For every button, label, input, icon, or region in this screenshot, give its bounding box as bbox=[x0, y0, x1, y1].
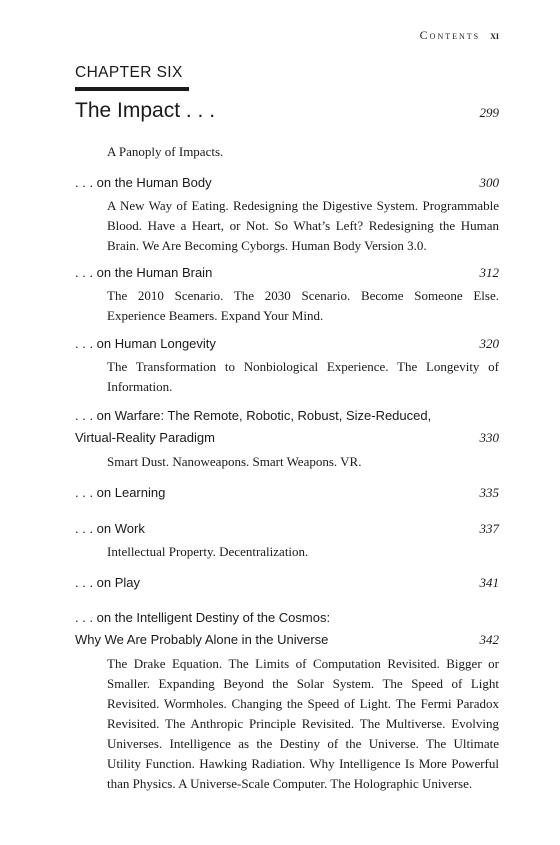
entry-description: The Drake Equation. The Limits of Computation Revisited. Bigger or Smaller. Expanding Beyond the Solar System. The Speed of Light Revisited. Wormholes. Changing the Speed of Light. The Fermi Paradox Revisited. The Anthropic Principle Revisited. The Multiverse. Evolving Universes. Intelligence as the Destiny of the Universe. The Ultimate Utility Function. Hawking Radiation. Why Intelligence Is More Powerful than Physics. A Universe-Scale Computer. The Holographic Universe. bbox=[107, 656, 499, 791]
toc-entry-human-longevity[interactable] bbox=[75, 336, 499, 352]
toc-entry-learning[interactable] bbox=[75, 485, 499, 501]
entry-page-number: 335 bbox=[479, 485, 499, 500]
entry-heading-line1: . . . on the Intelligent Destiny of the Cosmos: bbox=[75, 610, 331, 625]
entry-page-number: 300 bbox=[479, 175, 499, 190]
toc-entry-cosmos-line1[interactable] bbox=[75, 610, 499, 625]
chapter-label: CHAPTER SIX bbox=[75, 64, 183, 81]
running-head bbox=[420, 28, 499, 43]
entry-page-number: 342 bbox=[479, 632, 499, 647]
entry-heading: Virtual-Reality Paradigm bbox=[75, 430, 215, 445]
chapter-rule bbox=[75, 87, 189, 91]
entry-heading-line1: . . . on Warfare: The Remote, Robotic, Robust, Size-Reduced, bbox=[75, 408, 432, 423]
chapter-page-number: 299 bbox=[479, 105, 499, 120]
chapter-title: The Impact . . . bbox=[75, 99, 216, 122]
toc-entry-warfare-line1[interactable] bbox=[75, 408, 499, 423]
entry-page-number: 312 bbox=[479, 265, 499, 280]
entry-heading: . . . on Human Longevity bbox=[75, 336, 216, 351]
entry-description: Smart Dust. Nanoweapons. Smart Weapons. VR. bbox=[107, 454, 362, 469]
toc-entry-warfare[interactable] bbox=[75, 430, 499, 446]
toc-entry-cosmos[interactable] bbox=[75, 632, 499, 648]
entry-heading: . . . on the Human Body bbox=[75, 175, 212, 190]
entry-heading: Why We Are Probably Alone in the Universe bbox=[75, 632, 329, 647]
running-head-label: Contents bbox=[419, 28, 481, 42]
entry-heading: . . . on Play bbox=[75, 575, 141, 590]
toc-entry-play[interactable] bbox=[75, 575, 499, 591]
entry-description: A New Way of Eating. Redesigning the Digestive System. Programmable Blood. Have a Heart, or Not. So What’s Left? Redesigning the Human Brain. We Are Becoming Cyborgs. Human Body Version 3.0. bbox=[107, 198, 499, 253]
entry-page-number: 341 bbox=[479, 575, 499, 590]
toc-entry-human-brain[interactable] bbox=[75, 265, 499, 281]
chapter-intro: A Panoply of Impacts. bbox=[107, 144, 224, 159]
entry-description: The Transformation to Nonbiological Experience. The Longevity of Information. bbox=[107, 359, 499, 394]
toc-entry-human-body[interactable] bbox=[75, 175, 499, 191]
entry-heading: . . . on Work bbox=[75, 521, 145, 536]
chapter-title-row bbox=[75, 99, 499, 123]
toc-page bbox=[75, 0, 499, 845]
page-folio: xi bbox=[490, 28, 499, 42]
entry-heading: . . . on the Human Brain bbox=[75, 265, 213, 280]
entry-page-number: 337 bbox=[479, 521, 499, 536]
entry-description: Intellectual Property. Decentralization. bbox=[107, 544, 309, 559]
entry-description: The 2010 Scenario. The 2030 Scenario. Become Someone Else. Experience Beamers. Expand Your Mind. bbox=[107, 288, 499, 323]
entry-page-number: 330 bbox=[479, 430, 499, 445]
toc-entry-work[interactable] bbox=[75, 521, 499, 537]
entry-page-number: 320 bbox=[479, 336, 499, 351]
entry-heading: . . . on Learning bbox=[75, 485, 166, 500]
